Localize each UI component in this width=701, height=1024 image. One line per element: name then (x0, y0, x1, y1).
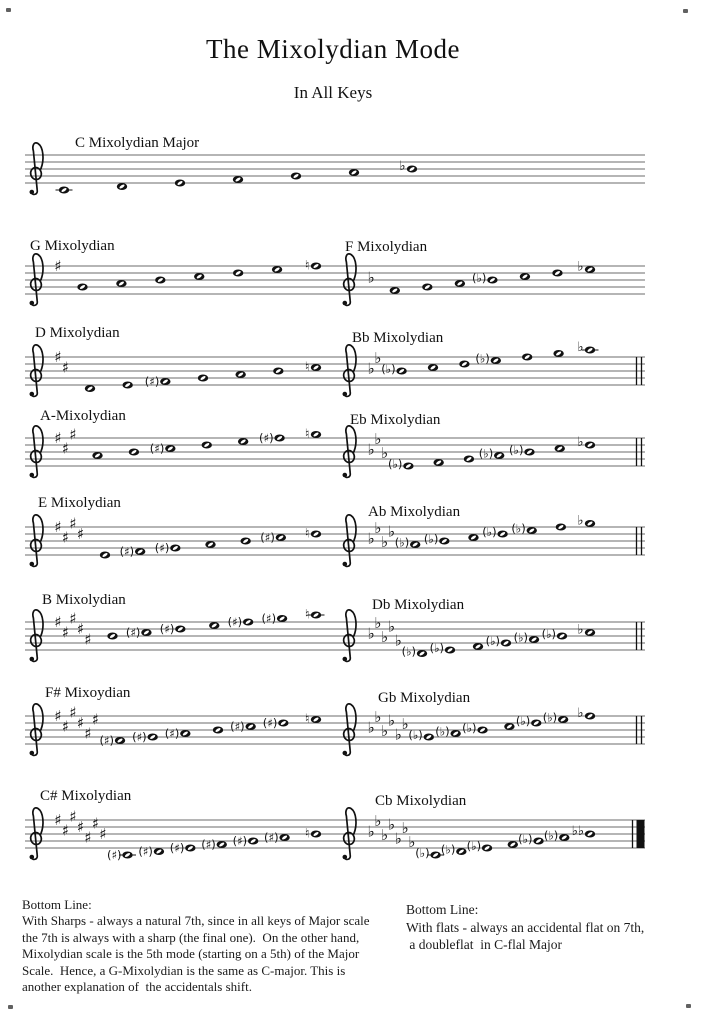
note-D5 (233, 270, 243, 277)
natural-icon: ♮ (304, 427, 310, 442)
note-G#4 (233, 834, 259, 848)
key-signature-flat-icon: ♭ (387, 522, 395, 541)
note-E5 (238, 438, 248, 445)
note-B4 (273, 368, 283, 375)
paren-sharp-icon: (♯) (201, 837, 216, 852)
staff-label: Eb Mixolydian (350, 412, 441, 428)
paren-flat-icon: (♭) (387, 457, 403, 471)
note-A5 (305, 608, 325, 623)
note-D4 (85, 385, 95, 392)
paren-flat-icon: (♭) (429, 641, 444, 655)
note-Eb5 (577, 260, 595, 275)
note-C5 (428, 364, 438, 371)
key-signature-sharp-icon: ♯ (61, 358, 70, 377)
scan-mark (683, 9, 688, 13)
key-signature-sharp-icon: ♯ (69, 425, 77, 444)
note-A4 (116, 280, 126, 287)
paren-sharp-icon: (♯) (259, 431, 274, 445)
note-C5 (468, 534, 478, 541)
note-Eb5 (475, 352, 501, 366)
key-signature-sharp-icon: ♯ (91, 814, 100, 833)
staff-label: F# Mixoydian (45, 685, 131, 701)
key-signature-flat-icon: ♭ (381, 628, 389, 646)
note-D#5 (160, 622, 186, 636)
key-signature-flat-icon: ♭ (394, 725, 402, 744)
note-Fb5 (577, 706, 595, 721)
clef-dot (343, 657, 348, 662)
paren-flat-icon: (♭) (462, 721, 477, 735)
staff-system-6 (25, 592, 645, 661)
note-A4 (92, 452, 102, 459)
paren-flat-icon: (♭) (513, 630, 528, 645)
staff-label: Ab Mixolydian (368, 504, 461, 520)
staff-system-2 (25, 238, 645, 305)
paren-flat-icon: (♭) (435, 724, 450, 739)
note-C#4 (107, 848, 136, 862)
paren-sharp-icon: (♯) (99, 733, 114, 748)
note-F5 (522, 354, 532, 361)
note-Ab4 (479, 447, 505, 461)
flat-icon: ♭ (577, 622, 584, 638)
key-signature-sharp-icon: ♯ (69, 514, 77, 533)
bottom-note-heading: Bottom Line: (406, 902, 479, 917)
note-D5 (202, 442, 212, 449)
paren-sharp-icon: (♯) (264, 830, 279, 845)
note-E5 (305, 712, 321, 727)
note-B4 (107, 633, 117, 640)
note-Db5 (577, 435, 595, 450)
key-signature-sharp-icon: ♯ (54, 257, 62, 275)
paren-flat-icon: (♭) (471, 271, 487, 285)
paren-flat-icon: (♭) (475, 351, 490, 366)
clef-dot (30, 392, 35, 397)
bottom-note-flats (406, 901, 692, 954)
key-signature-flat-icon: ♭ (401, 715, 409, 733)
note-Db4 (402, 645, 428, 659)
note-G4 (291, 173, 301, 180)
paren-flat-icon: (♭) (381, 362, 396, 376)
note-Fb4 (508, 841, 518, 848)
paren-flat-icon: (♭) (482, 525, 497, 539)
key-signature-flat-icon: ♭ (374, 708, 382, 726)
paren-flat-icon: (♭) (518, 832, 533, 846)
key-signature-sharp-icon: ♯ (54, 429, 62, 447)
key-signature-sharp-icon: ♯ (76, 525, 85, 543)
clef-dot (343, 301, 348, 306)
note-G5 (305, 427, 321, 442)
final-barline-thick (637, 820, 645, 848)
paren-flat-icon: (♭) (401, 644, 416, 659)
note-C5 (194, 273, 204, 280)
flat-icon: ♭ (577, 513, 584, 529)
key-signature-flat-icon: ♭ (374, 430, 382, 448)
key-signature-flat-icon: ♭ (367, 359, 375, 378)
note-B4 (129, 449, 139, 456)
bottom-note-line: With flats - always an accidental flat on 7th, (406, 919, 645, 935)
note-C#5 (260, 531, 286, 545)
paren-sharp-icon: (♯) (159, 622, 175, 636)
key-signature-flat-icon: ♭ (401, 819, 409, 837)
note-D5 (305, 527, 321, 542)
page-title: The Mixolydian Mode (206, 34, 460, 64)
clef-dot (30, 855, 35, 860)
flat-icon: ♭ (577, 435, 584, 450)
key-signature-sharp-icon: ♯ (54, 613, 62, 631)
note-C#5 (126, 626, 152, 640)
note-Ab5 (577, 340, 598, 355)
key-signature-flat-icon: ♭ (387, 617, 395, 636)
note-Ab4 (435, 725, 461, 739)
key-signature-flat-icon: ♭ (387, 815, 395, 834)
key-signature-sharp-icon: ♯ (84, 630, 92, 649)
note-B4 (240, 538, 250, 545)
bottom-note-line: Mixolydian scale is the 5th mode (starting on a 5th) of the Major (22, 946, 360, 962)
paren-sharp-icon: (♯) (262, 716, 278, 730)
staff-label: G Mixolydian (30, 238, 115, 254)
staff-system-5 (25, 495, 645, 566)
paren-flat-icon: (♭) (511, 521, 526, 536)
note-A#4 (264, 831, 290, 845)
note-Db4 (441, 843, 467, 857)
note-E5 (209, 622, 219, 629)
note-C5 (555, 445, 565, 452)
key-signature-sharp-icon: ♯ (54, 348, 62, 366)
clef-dot (343, 562, 348, 567)
note-B4 (155, 277, 165, 284)
clef-dot (30, 751, 35, 756)
flat-icon: ♭ (577, 259, 584, 275)
note-E4 (100, 552, 110, 559)
key-signature-sharp-icon: ♯ (61, 528, 70, 547)
clef-dot (343, 392, 348, 397)
paren-sharp-icon: (♯) (164, 726, 180, 741)
paren-flat-icon: (♭) (423, 532, 439, 546)
staff-label: C Mixolydian Major (75, 135, 200, 151)
scan-mark (6, 8, 11, 12)
key-signature-flat-icon: ♭ (381, 533, 389, 551)
paren-flat-icon: (♭) (478, 446, 494, 461)
paren-flat-icon: (♭) (408, 728, 423, 742)
key-signature-flat-icon: ♭ (367, 440, 375, 459)
note-D5 (552, 270, 562, 277)
staff-system-7 (25, 685, 645, 755)
key-signature-flat-icon: ♭ (381, 722, 389, 740)
note-C#5 (230, 720, 256, 734)
key-signature-sharp-icon: ♯ (54, 518, 62, 536)
note-A#4 (165, 727, 191, 741)
note-C5 (520, 273, 530, 280)
paren-sharp-icon: (♯) (125, 625, 141, 640)
key-signature-flat-icon: ♭ (408, 833, 416, 851)
key-signature-flat-icon: ♭ (374, 349, 382, 367)
clef-dot (30, 473, 35, 478)
staff-label: A-Mixolydian (40, 408, 126, 424)
key-signature-flat-icon: ♭ (394, 631, 402, 650)
note-E#4 (170, 841, 196, 855)
note-Gb5 (577, 514, 595, 529)
clef-dot (343, 751, 348, 756)
note-Ab4 (544, 829, 570, 843)
note-F#4 (201, 838, 227, 852)
natural-icon: ♮ (304, 258, 310, 274)
natural-icon: ♮ (304, 607, 310, 623)
key-signature-sharp-icon: ♯ (76, 620, 85, 638)
note-G4 (422, 284, 432, 291)
paren-sharp-icon: (♯) (132, 730, 147, 744)
note-B4 (213, 727, 223, 734)
scan-mark (8, 1005, 13, 1009)
paren-sharp-icon: (♯) (119, 544, 135, 559)
key-signature-flat-icon: ♭ (394, 829, 402, 848)
key-signature-sharp-icon: ♯ (61, 439, 70, 458)
note-Ab4 (514, 631, 540, 645)
note-F4 (233, 176, 243, 183)
key-signature-flat-icon: ♭ (367, 529, 375, 548)
paren-sharp-icon: (♯) (227, 615, 243, 629)
note-C#5 (150, 442, 176, 456)
key-signature-flat-icon: ♭ (367, 718, 375, 737)
note-A4 (235, 371, 245, 378)
clef-dot (30, 190, 35, 195)
note-C4 (56, 187, 73, 194)
key-signature-flat-icon: ♭ (381, 826, 389, 844)
bottom-note-line: a doubleflat in C-flal Major (406, 937, 562, 952)
flat-icon: ♭ (399, 159, 406, 174)
bottom-note-line: With Sharps - always a natural 7th, since in all keys of Major scale (22, 913, 370, 929)
key-signature-sharp-icon: ♯ (69, 807, 77, 826)
staff-system-1 (25, 135, 645, 194)
note-F#4 (120, 545, 146, 559)
page-subtitle: In All Keys (293, 83, 373, 102)
paren-sharp-icon: (♯) (154, 541, 170, 555)
note-D4 (117, 183, 127, 190)
key-signature-sharp-icon: ♯ (54, 811, 62, 829)
staff-label: Bb Mixolydian (352, 330, 444, 346)
paren-flat-icon: (♭) (394, 535, 410, 550)
key-signature-sharp-icon: ♯ (84, 724, 92, 743)
key-signature-sharp-icon: ♯ (54, 707, 62, 725)
note-F#4 (99, 734, 125, 748)
note-Bbb4 (572, 824, 595, 839)
note-D5 (459, 361, 469, 368)
flat-icon: ♭ (577, 706, 584, 721)
note-G#5 (262, 612, 288, 626)
staff-label: D Mixolydian (35, 325, 120, 341)
note-G4 (464, 456, 474, 463)
staff-system-8 (25, 788, 645, 862)
natural-icon: ♮ (304, 360, 310, 375)
paren-flat-icon: (♭) (542, 710, 558, 725)
clef-dot (343, 855, 348, 860)
bottom-note-sharps (22, 897, 418, 995)
scan-mark (686, 1004, 691, 1008)
note-A4 (349, 169, 359, 176)
key-signature-flat-icon: ♭ (374, 519, 382, 537)
bottom-note-heading: Bottom Line: (22, 897, 92, 912)
staff-label: Db Mixolydian (372, 597, 465, 613)
note-F#5 (228, 615, 254, 629)
note-B4 (305, 827, 321, 842)
staff-label: C# Mixolydian (40, 788, 132, 804)
note-F5 (556, 524, 566, 531)
note-C5 (305, 360, 321, 375)
bottom-note-line: another explanation of the accidentals shift. (22, 979, 252, 995)
key-signature-sharp-icon: ♯ (61, 821, 70, 840)
key-signature-sharp-icon: ♯ (84, 828, 92, 847)
note-F#4 (145, 375, 171, 389)
paren-sharp-icon: (♯) (230, 719, 245, 734)
key-signature-sharp-icon: ♯ (76, 714, 85, 732)
staff-label: E Mixolydian (38, 495, 121, 511)
paren-sharp-icon: (♯) (106, 848, 122, 862)
key-signature-flat-icon: ♭ (374, 614, 382, 632)
note-F4 (390, 287, 400, 294)
paren-sharp-icon: (♯) (232, 834, 248, 848)
staff-label: B Mixolydian (42, 592, 126, 608)
key-signature-flat-icon: ♭ (374, 812, 382, 830)
note-Ab4 (395, 536, 421, 550)
note-Bb4 (399, 159, 417, 174)
paren-flat-icon: (♭) (541, 627, 556, 641)
note-Eb5 (511, 522, 537, 536)
key-signature-sharp-icon: ♯ (99, 825, 107, 843)
natural-icon: ♮ (304, 826, 310, 842)
key-signature-flat-icon: ♭ (367, 268, 375, 287)
bottom-note-line: the 7th is always with a sharp (the final one). On the other hand, (22, 929, 360, 945)
paren-flat-icon: (♭) (509, 443, 524, 457)
note-F5 (305, 259, 321, 274)
key-signature-flat-icon: ♭ (387, 711, 395, 730)
paren-flat-icon: (♭) (466, 839, 482, 853)
paren-sharp-icon: (♯) (260, 530, 275, 545)
note-F4 (433, 459, 443, 466)
double-flat-icon: ♭♭ (571, 824, 584, 839)
note-G4 (77, 284, 87, 291)
note-G4 (198, 375, 208, 382)
note-A4 (455, 280, 465, 287)
paren-sharp-icon: (♯) (149, 441, 165, 456)
clef-dot (30, 657, 35, 662)
staff-label: F Mixolydian (345, 239, 428, 255)
note-F#5 (259, 431, 285, 445)
natural-icon: ♮ (304, 712, 310, 727)
note-G#4 (132, 730, 158, 744)
paren-flat-icon: (♭) (485, 634, 500, 648)
note-E4 (122, 382, 132, 389)
key-signature-sharp-icon: ♯ (76, 818, 85, 836)
paren-sharp-icon: (♯) (261, 611, 277, 626)
note-D#5 (263, 716, 289, 730)
paren-sharp-icon: (♯) (169, 841, 185, 855)
note-Cb5 (577, 623, 595, 638)
note-E5 (272, 266, 282, 273)
key-signature-sharp-icon: ♯ (61, 623, 70, 642)
paren-flat-icon: (♭) (543, 828, 559, 843)
key-signature-flat-icon: ♭ (367, 624, 375, 643)
note-A4 (205, 541, 215, 548)
key-signature-flat-icon: ♭ (381, 444, 389, 462)
paren-flat-icon: (♭) (515, 714, 531, 728)
clef-dot (30, 562, 35, 567)
key-signature-flat-icon: ♭ (367, 822, 375, 841)
key-signature-sharp-icon: ♯ (69, 609, 77, 628)
paren-flat-icon: (♭) (415, 846, 430, 860)
note-E4 (175, 180, 185, 187)
note-F4 (473, 643, 483, 650)
paren-flat-icon: (♭) (440, 842, 456, 857)
staff-system-4 (25, 408, 645, 477)
key-signature-sharp-icon: ♯ (61, 717, 70, 736)
flat-icon: ♭ (577, 340, 584, 355)
paren-sharp-icon: (♯) (144, 374, 160, 389)
note-G#4 (155, 541, 181, 555)
note-D#4 (138, 845, 164, 859)
key-signature-sharp-icon: ♯ (69, 703, 77, 722)
staff-system-3 (25, 325, 645, 396)
note-Cb5 (504, 723, 514, 730)
key-signature-sharp-icon: ♯ (91, 710, 100, 729)
bottom-note-line: Scale. Hence, a G-Mixolydian is the same as C-major. This is (22, 962, 346, 978)
natural-icon: ♮ (304, 526, 310, 542)
clef-dot (30, 301, 35, 306)
note-Eb5 (543, 711, 569, 725)
paren-sharp-icon: (♯) (138, 844, 153, 859)
note-G5 (553, 350, 563, 357)
clef-dot (343, 473, 348, 478)
staff-label: Cb Mixolydian (375, 793, 467, 809)
staff-label: Gb Mixolydian (378, 690, 471, 706)
